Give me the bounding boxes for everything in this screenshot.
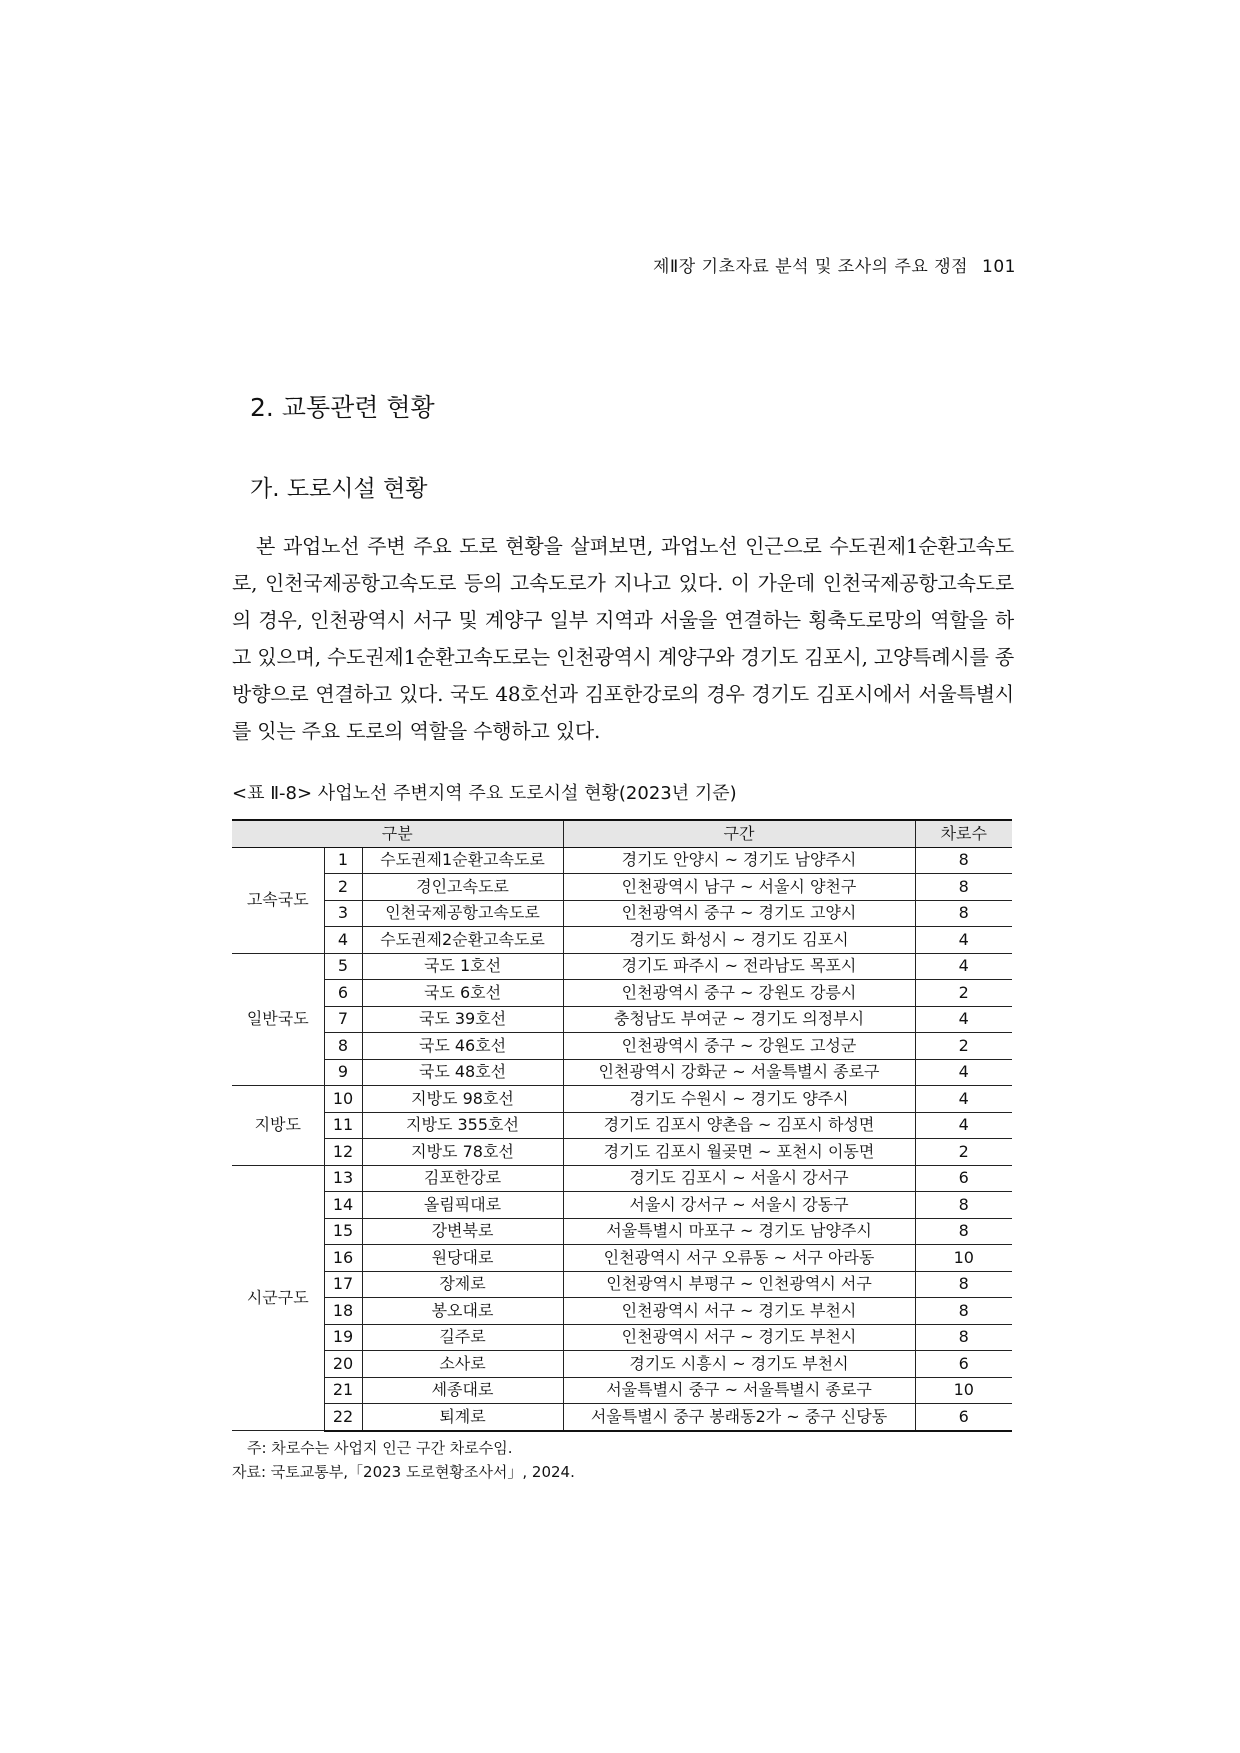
lane-count: 4 [915, 953, 1012, 980]
lane-count: 8 [915, 1324, 1012, 1351]
road-name: 장제로 [362, 1271, 563, 1298]
road-section: 인천광역시 서구 오류동 ~ 서구 아라동 [563, 1245, 915, 1272]
table-row [232, 1059, 1012, 1086]
table-row [232, 927, 1012, 954]
lane-count: 6 [915, 1351, 1012, 1378]
lane-count: 8 [915, 1271, 1012, 1298]
road-section: 서울특별시 중구 봉래동2가 ~ 중구 신당동 [563, 1404, 915, 1431]
table-row [232, 1006, 1012, 1033]
road-category: 지방도 [232, 1086, 324, 1166]
page-number: 101 [982, 257, 1016, 277]
row-number: 21 [324, 1377, 362, 1404]
road-name: 수도권제1순환고속도로 [362, 847, 563, 874]
road-section: 충청남도 부여군 ~ 경기도 의정부시 [563, 1006, 915, 1033]
road-section: 인천광역시 서구 ~ 경기도 부천시 [563, 1324, 915, 1351]
lane-count: 4 [915, 1086, 1012, 1113]
road-category: 일반국도 [232, 953, 324, 1086]
row-number: 9 [324, 1059, 362, 1086]
table-row [232, 1377, 1012, 1404]
road-name: 원당대로 [362, 1245, 563, 1272]
road-section: 서울특별시 중구 ~ 서울특별시 종로구 [563, 1377, 915, 1404]
lane-count: 4 [915, 1112, 1012, 1139]
lane-count: 4 [915, 1006, 1012, 1033]
table-row [232, 953, 1012, 980]
road-section: 경기도 시흥시 ~ 경기도 부천시 [563, 1351, 915, 1378]
row-number: 7 [324, 1006, 362, 1033]
row-number: 6 [324, 980, 362, 1007]
table-row [232, 1271, 1012, 1298]
subsection-title: 가. 도로시설 현황 [250, 476, 428, 502]
table-row [232, 1218, 1012, 1245]
road-section: 인천광역시 부평구 ~ 인천광역시 서구 [563, 1271, 915, 1298]
table-body [232, 847, 1012, 1431]
table-row [232, 1298, 1012, 1325]
row-number: 22 [324, 1404, 362, 1431]
row-number: 12 [324, 1139, 362, 1166]
road-name: 소사로 [362, 1351, 563, 1378]
road-name: 지방도 355호선 [362, 1112, 563, 1139]
road-section: 인천광역시 중구 ~ 경기도 고양시 [563, 900, 915, 927]
row-number: 17 [324, 1271, 362, 1298]
table-row [232, 900, 1012, 927]
road-section: 인천광역시 서구 ~ 경기도 부천시 [563, 1298, 915, 1325]
header-section: 구간 [563, 820, 915, 847]
lane-count: 4 [915, 1059, 1012, 1086]
road-section: 인천광역시 남구 ~ 서울시 양천구 [563, 874, 915, 901]
road-name: 지방도 78호선 [362, 1139, 563, 1166]
road-section: 경기도 김포시 ~ 서울시 강서구 [563, 1165, 915, 1192]
body-paragraph: 본 과업노선 주변 주요 도로 현황을 살펴보면, 과업노선 인근으로 수도권제1순환고속도로, 인천국제공항고속도로 등의 고속도로가 지나고 있다. 이 가운데 인천국제공항고속도로의 경우, 인천광역시 서구 및 계양구 일부 지역과 서울을 연결하는 횡축도로망의 역할을 하고 있으며, 수도권제1순환고속도로는 인천광역시 계양구와 경기도 김포시, 고양특례시를 종방향으로 연결하고 있다. 국도 48호선과 김포한강로의 경우 경기도 김포시에서 서울특별시를 잇는 주요 도로의 역할을 수행하고 있다. [232, 534, 1014, 743]
road-section: 인천광역시 강화군 ~ 서울특별시 종로구 [563, 1059, 915, 1086]
road-name: 김포한강로 [362, 1165, 563, 1192]
lane-count: 8 [915, 1192, 1012, 1219]
row-number: 16 [324, 1245, 362, 1272]
road-name: 올림픽대로 [362, 1192, 563, 1219]
row-number: 11 [324, 1112, 362, 1139]
road-facility-table [232, 819, 1012, 1432]
lane-count: 8 [915, 847, 1012, 874]
lane-count: 2 [915, 1033, 1012, 1060]
road-section: 서울시 강서구 ~ 서울시 강동구 [563, 1192, 915, 1219]
table-row [232, 1033, 1012, 1060]
road-section: 인천광역시 중구 ~ 강원도 강릉시 [563, 980, 915, 1007]
table-row [232, 874, 1012, 901]
header-lanes: 차로수 [915, 820, 1012, 847]
row-number: 5 [324, 953, 362, 980]
row-number: 20 [324, 1351, 362, 1378]
row-number: 10 [324, 1086, 362, 1113]
road-section: 서울특별시 마포구 ~ 경기도 남양주시 [563, 1218, 915, 1245]
chapter-title: 제Ⅱ장 기초자료 분석 및 조사의 주요 쟁점 [653, 257, 969, 277]
table-row [232, 1324, 1012, 1351]
road-name: 국도 46호선 [362, 1033, 563, 1060]
lane-count: 10 [915, 1377, 1012, 1404]
row-number: 18 [324, 1298, 362, 1325]
table-row [232, 1404, 1012, 1431]
table-row [232, 1245, 1012, 1272]
lane-count: 2 [915, 1139, 1012, 1166]
row-number: 13 [324, 1165, 362, 1192]
road-name: 봉오대로 [362, 1298, 563, 1325]
table-note: 주: 차로수는 사업지 인근 구간 차로수임. [247, 1439, 513, 1457]
road-section: 경기도 김포시 양촌읍 ~ 김포시 하성면 [563, 1112, 915, 1139]
road-name: 길주로 [362, 1324, 563, 1351]
lane-count: 8 [915, 1298, 1012, 1325]
table-row [232, 1165, 1012, 1192]
road-name: 수도권제2순환고속도로 [362, 927, 563, 954]
table-row [232, 1139, 1012, 1166]
header-category: 구분 [232, 820, 563, 847]
row-number: 1 [324, 847, 362, 874]
road-section: 인천광역시 중구 ~ 강원도 고성군 [563, 1033, 915, 1060]
lane-count: 8 [915, 874, 1012, 901]
lane-count: 8 [915, 900, 1012, 927]
road-section: 경기도 화성시 ~ 경기도 김포시 [563, 927, 915, 954]
road-section: 경기도 김포시 월곶면 ~ 포천시 이동면 [563, 1139, 915, 1166]
table-source: 자료: 국토교통부,「2023 도로현황조사서」, 2024. [232, 1463, 575, 1481]
road-section: 경기도 파주시 ~ 전라남도 목포시 [563, 953, 915, 980]
table-header-row [232, 820, 1012, 847]
road-name: 국도 48호선 [362, 1059, 563, 1086]
table-caption: <표 Ⅱ-8> 사업노선 주변지역 주요 도로시설 현황(2023년 기준) [232, 783, 737, 804]
road-section: 경기도 수원시 ~ 경기도 양주시 [563, 1086, 915, 1113]
table-row [232, 980, 1012, 1007]
road-name: 국도 39호선 [362, 1006, 563, 1033]
table-row [232, 1112, 1012, 1139]
road-name: 국도 1호선 [362, 953, 563, 980]
table-row [232, 1086, 1012, 1113]
road-name: 국도 6호선 [362, 980, 563, 1007]
section-title: 2. 교통관련 현황 [250, 393, 435, 422]
road-category: 시군구도 [232, 1165, 324, 1431]
road-name: 강변북로 [362, 1218, 563, 1245]
road-name: 인천국제공항고속도로 [362, 900, 563, 927]
table-row [232, 1351, 1012, 1378]
lane-count: 8 [915, 1218, 1012, 1245]
lane-count: 4 [915, 927, 1012, 954]
row-number: 15 [324, 1218, 362, 1245]
row-number: 3 [324, 900, 362, 927]
lane-count: 6 [915, 1165, 1012, 1192]
road-name: 지방도 98호선 [362, 1086, 563, 1113]
table-row [232, 847, 1012, 874]
row-number: 2 [324, 874, 362, 901]
lane-count: 2 [915, 980, 1012, 1007]
road-category: 고속국도 [232, 847, 324, 953]
road-name: 세종대로 [362, 1377, 563, 1404]
road-section: 경기도 안양시 ~ 경기도 남양주시 [563, 847, 915, 874]
row-number: 14 [324, 1192, 362, 1219]
row-number: 4 [324, 927, 362, 954]
row-number: 19 [324, 1324, 362, 1351]
road-name: 경인고속도로 [362, 874, 563, 901]
running-header [300, 252, 1016, 277]
lane-count: 10 [915, 1245, 1012, 1272]
road-name: 퇴계로 [362, 1404, 563, 1431]
row-number: 8 [324, 1033, 362, 1060]
table-row [232, 1192, 1012, 1219]
lane-count: 6 [915, 1404, 1012, 1431]
